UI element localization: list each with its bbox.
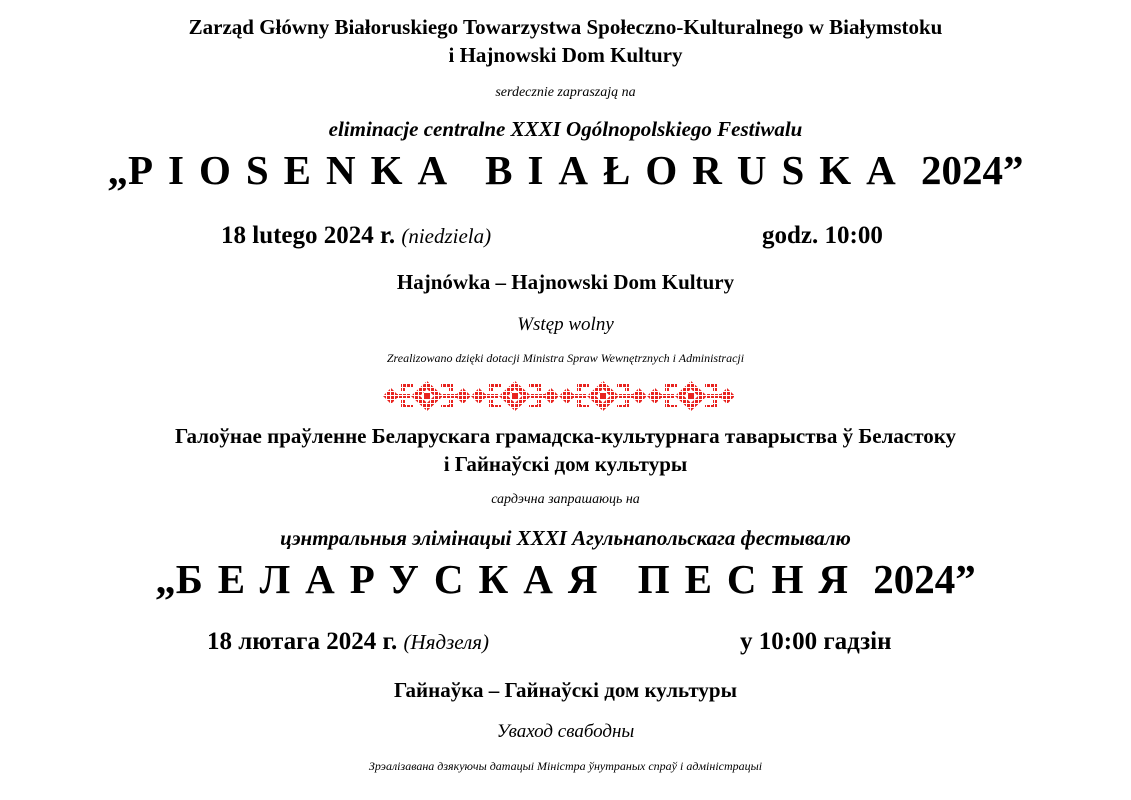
funding-note-by: Зрэалізавана дзякуючы датацыі Міністра ўнутраных спраў і адміністрацыі [368, 759, 763, 773]
organizer-line-2-pl: i Hajnowski Dom Kultury [448, 43, 683, 67]
event-line-by: цэнтральныя элімінацыі XXXI Агульнапольскага фестывалю [280, 526, 851, 550]
organizer-line-2-by: і Гайнаўскі дом культуры [443, 452, 688, 476]
invite-text-pl: serdecznie zapraszają na [495, 85, 636, 100]
title-words-by: БЕЛАРУСКАЯ ПЕСНЯ [175, 556, 864, 602]
date-pl [221, 222, 491, 250]
title-words-pl: PIOSENKA BIAŁORUSKA [127, 147, 911, 193]
funding-note-pl: Zrealizowano dzięki dotacji Ministra Spraw Wewnętrznych i Administracji [386, 351, 745, 365]
time-pl: godz. 10:00 [762, 222, 883, 249]
invite-text-by: сардэчна запрашаюць на [491, 492, 640, 507]
time-by: у 10:00 гадзін [740, 628, 892, 655]
festival-title-by [0, 555, 1131, 603]
title-year-by: 2024” [873, 556, 976, 602]
belarusian-embroidery-ornament-icon [383, 380, 737, 412]
date-value-by: 18 лютага 2024 г. [207, 628, 398, 655]
title-year-pl: 2024” [921, 147, 1024, 193]
organizer-line-1-by: Галоўнае праўленне Беларускага грамадска-культурнага таварыства ў Беластоку [174, 424, 957, 448]
festival-title-pl [0, 146, 1131, 194]
weekday-pl: (niedziela) [401, 224, 492, 248]
entry-by: Уваход свабодны [496, 721, 635, 742]
venue-by: Гайнаўка – Гайнаўскі дом культуры [394, 678, 737, 702]
organizer-line-1-pl: Zarząd Główny Białoruskiego Towarzystwa Społeczno-Kulturalnego w Białymstoku [188, 15, 943, 39]
entry-pl: Wstęp wolny [517, 314, 614, 335]
title-open-quote-by: „ [155, 556, 176, 602]
event-line-pl: eliminacje centralne XXXI Ogólnopolskiego Festiwalu [328, 117, 803, 141]
venue-pl: Hajnówka – Hajnowski Dom Kultury [396, 270, 735, 294]
title-open-quote-pl: „ [107, 147, 128, 193]
date-value-pl: 18 lutego 2024 r. [221, 222, 396, 249]
weekday-by: (Нядзеля) [403, 630, 489, 654]
date-by [207, 628, 489, 656]
